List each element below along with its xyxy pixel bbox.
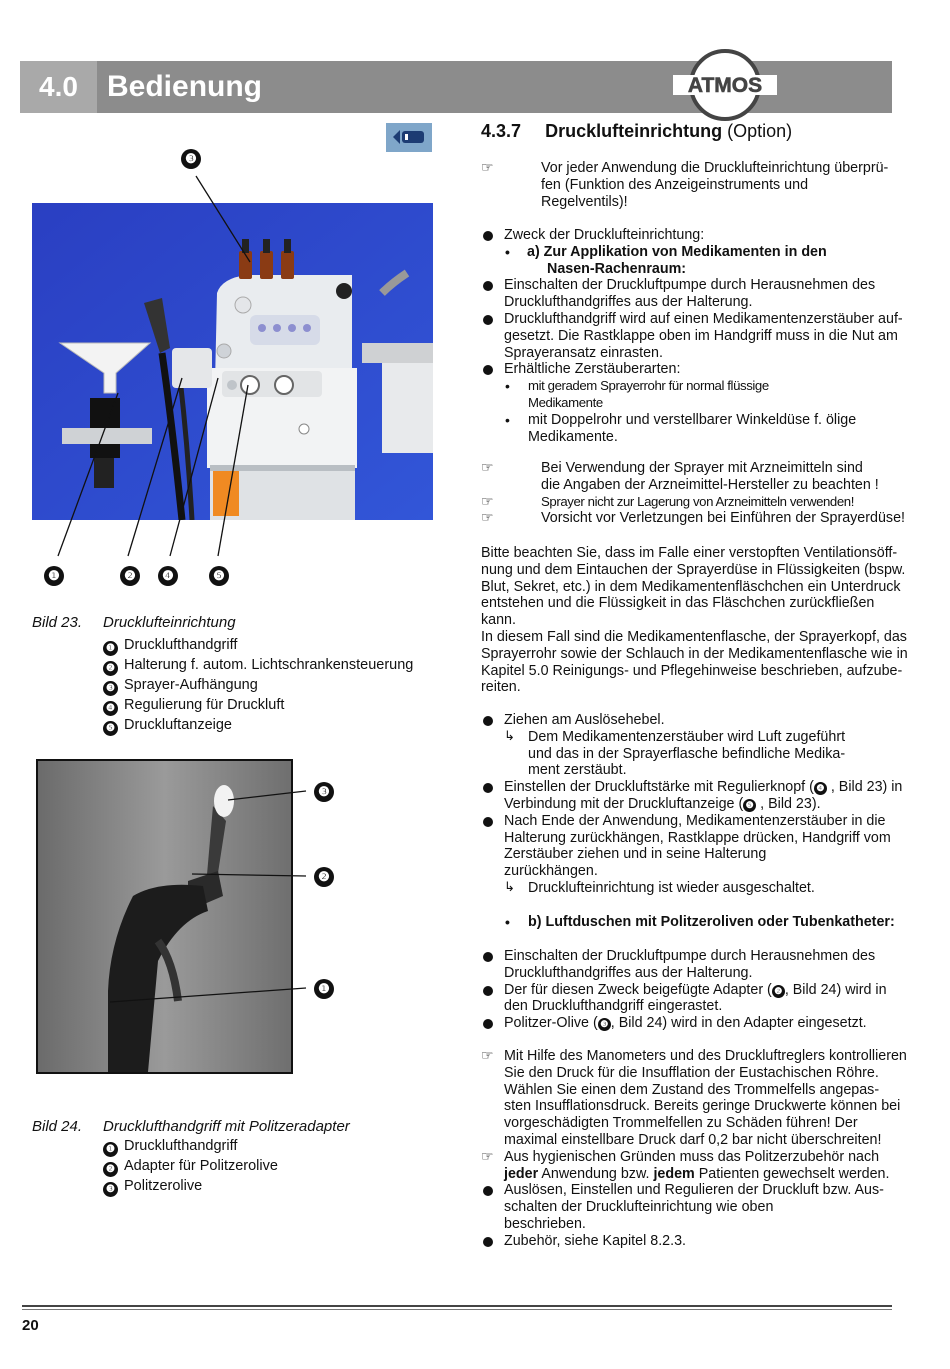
fig23-callout-1: ❶ <box>44 565 64 585</box>
footer-divider-thin <box>22 1309 892 1310</box>
section-suffix: (Option) <box>727 121 793 141</box>
section-title <box>481 121 792 142</box>
section-title-text: Drucklufteinrichtung <box>545 121 723 141</box>
pointing-hand-icon: ☞ <box>481 1148 494 1165</box>
fig23-legend-item: ❹ Regulierung für Druckluft <box>103 696 413 716</box>
politzer-steps: Einschalten der Druckluftpumpe durch Herausnehmen des Drucklufthandgriffes aus der Halterung. Der für diesen Zweck beigefügte Adapter ( ❷ , Bild 24) wird in den Drucklufthandgriff eingerastet. Politzer-Olive ( ❸ , Bild 24) wird in den Adapter eingesetzt. <box>481 948 931 1032</box>
paragraph-blockage: Bitte beachten Sie, dass im Falle einer verstopften Ventilationsöff- nung und dem Eintauchen der Sprayerdüse in Flüssigkeiten (bspw. Blut, Sekret, etc.) in dem Medikamentenfläschchen ein Unterdruck entstehen und die Flüssigkeit in das Fläschchen zurückfließen kann. In diesem Fall sind die Medikamentenflasche, der Sprayerkopf, das Sprayerrohr sowie der Schlauch in der Medikamentenflasche wie in Kapitel 5.0 Reinigungs- und Pflegehinweise beschrieben, aufzube- reiten. <box>481 545 908 696</box>
subheading-b: • b) Luftduschen mit Politzeroliven oder Tubenkatheter: <box>505 914 895 930</box>
operation-steps: Ziehen am Auslösehebel. ↳ Dem Medikamentenzerstäuber wird Luft zugeführt und das in der Sprayerflasche befindliche Medika- ment zerstäubt. Einstellen der Druckluftstärke mit Regulierknopf ( ❹ , Bild 23) in Verbindung mit der Druckluftanzeige ( ❺ , Bild 23). Nach Ende der Anwendung, Medikamentenzerstäuber in die Halterung zurückhängen, Rastklappe drücken, Handgriff vom Zerstäuber ziehen und in seine Halterung zurückhängen. ↳ Drucklufteinrichtung ist wieder ausgeschaltet. <box>481 712 931 897</box>
fig23-callout-2: ❷ <box>120 565 140 585</box>
handgrip-photo <box>36 759 293 1074</box>
fig24-legend-item: ❷ Adapter für Politzerolive <box>103 1157 278 1177</box>
bullet-icon <box>483 315 493 325</box>
section-number: 4.3.7 <box>481 121 522 141</box>
footer-divider <box>22 1305 892 1307</box>
bullet-icon <box>483 365 493 375</box>
bullet-icon <box>483 1019 493 1029</box>
fig24-callout-1: ❶ <box>314 978 334 998</box>
result-arrow-icon: ↳ <box>504 728 515 744</box>
fig23-callout-4: ❹ <box>158 565 178 585</box>
fig23-caption-number: Bild 23. <box>32 614 83 631</box>
fig24-callout-2: ❷ <box>314 866 334 886</box>
flag-icon <box>386 123 432 152</box>
purpose-list: Zweck der Drucklufteinrichtung: • a) Zur Applikation von Medikamenten in den Nasen-Rachenraum: Einschalten der Druckluftpumpe durch Herausnehmen des Drucklufthandgriffes aus der Halterung. Drucklufthandgriff wird auf einen Medikamentenzerstäuber auf- gesetzt. Die Rastklappe oben im Handgriff muss in die Nut am Sprayeransatz einrasten. Erhältliche Zerstäuberarten: • mit geradem Sprayerrohr für normal flüssige Medikamente • mit Doppelrohr und verstellbarer Winkeldüse f. ölige Medikamente. <box>481 227 931 445</box>
bullet-icon <box>483 952 493 962</box>
fig23-legend-item: ❸ Sprayer-Aufhängung <box>103 676 413 696</box>
fig23-legend <box>103 636 413 736</box>
svg-text:ATMOS: ATMOS <box>687 74 763 97</box>
bullet-icon <box>483 716 493 726</box>
bullet-icon <box>483 281 493 291</box>
pressure-notes: ☞ Mit Hilfe des Manometers und des Druckluftreglers kontrollieren Sie den Druck für die Insufflation der Eustachischen Röhre. Wählen Sie einen dem Zustand des Trommelfells angepas- sten Insufflationsdruck. Bereits geringe Druckwerte können bei vorgeschädigten Trommelfellen zu Schäden führen! Der maximal einstellbare Druck darf 0,2 bar nicht überschreiten! ☞ Aus hygienischen Gründen muss das Politzerzubehör nach jeder Anwendung bzw. jedem Patienten gewechselt werden. Auslösen, Einstellen und Regulieren der Druckluft bzw. Aus- schalten der Drucklufteinrichtung wie oben beschrieben. Zubehör, siehe Kapitel 8.2.3. <box>481 1048 907 1249</box>
bullet-icon <box>483 783 493 793</box>
pointing-hand-icon: ☞ <box>481 460 494 476</box>
atmos-logo <box>671 48 779 122</box>
fig24-legend-item: ❸ Politzerolive <box>103 1177 278 1197</box>
fig23-legend-item: ❷ Halterung f. autom. Lichtschrankensteuerung <box>103 656 413 676</box>
bullet-icon <box>483 986 493 996</box>
bullet-icon <box>483 1186 493 1196</box>
fig23-callout-5: ❺ <box>209 565 229 585</box>
bullet-icon <box>483 817 493 827</box>
result-arrow-icon: ↳ <box>504 879 515 895</box>
chapter-number: 4.0 <box>20 61 97 113</box>
bullet-icon <box>483 231 493 241</box>
pointing-hand-icon: ☞ <box>481 1048 494 1064</box>
note-check-before-use: ☞ Vor jeder Anwendung die Drucklufteinrichtung überprü- fen (Funktion des Anzeigeinstruments und Regelventils)! <box>481 160 889 210</box>
fig24-caption-number: Bild 24. <box>32 1118 83 1135</box>
fig23-legend-item: ❺ Druckluftanzeige <box>103 716 413 736</box>
bullet-icon <box>483 1237 493 1247</box>
fig23-callout-3: ❸ <box>181 148 201 168</box>
page-number: 20 <box>22 1317 39 1334</box>
fig24-caption-title: Drucklufthandgriff mit Politzeradapter <box>103 1118 350 1135</box>
warnings: ☞ Bei Verwendung der Sprayer mit Arzneimitteln sind die Angaben der Arzneimittel-Hersteller zu beachten ! ☞ Sprayer nicht zur Lagerung von Arzneimitteln verwenden! ☞ Vorsicht vor Verletzungen bei Einführen der Sprayerdüse! <box>481 460 905 527</box>
device-photo <box>32 203 433 520</box>
pointing-hand-icon: ☞ <box>481 160 494 176</box>
chapter-title: Bedienung <box>107 70 262 103</box>
fig24-callout-3: ❸ <box>314 781 334 801</box>
fig24-legend-item: ❶ Drucklufthandgriff <box>103 1137 278 1157</box>
fig23-caption-title: Drucklufteinrichtung <box>103 614 236 631</box>
fig24-legend <box>103 1137 278 1197</box>
pointing-hand-icon: ☞ <box>481 493 494 510</box>
pointing-hand-icon: ☞ <box>481 510 494 527</box>
fig23-legend-item: ❶ Drucklufthandgriff <box>103 636 413 656</box>
